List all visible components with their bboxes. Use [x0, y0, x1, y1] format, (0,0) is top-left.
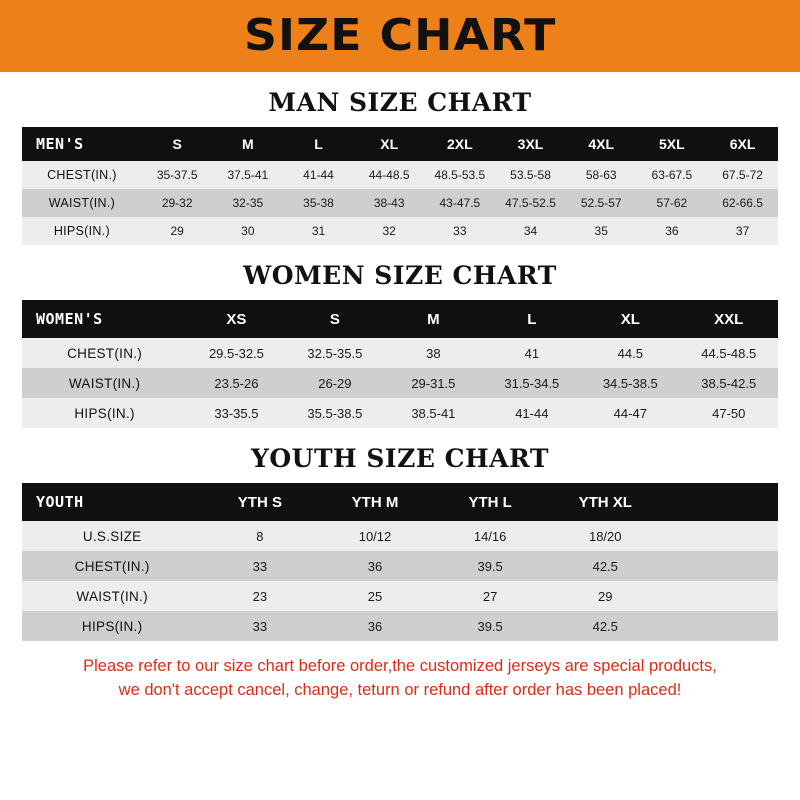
table-cell: 52.5-57 — [566, 189, 637, 217]
table-cell: 14/16 — [433, 521, 548, 551]
table-cell: 42.5 — [548, 611, 663, 641]
table-cell: 35.5-38.5 — [286, 398, 384, 428]
table-cell: 10/12 — [317, 521, 432, 551]
row-header: HIPS(IN.) — [22, 611, 202, 641]
table-cell: 31.5-34.5 — [483, 368, 581, 398]
section-women — [0, 261, 800, 428]
column-header: 6XL — [707, 127, 778, 161]
disclaimer-note — [0, 655, 800, 703]
table-cell: 29 — [548, 581, 663, 611]
table-cell-empty — [663, 551, 778, 581]
table-cell: 23 — [202, 581, 317, 611]
table-cell: 47.5-52.5 — [495, 189, 566, 217]
disclaimer-line-2: we don't accept cancel, change, teturn or refund after order has been placed! — [118, 680, 682, 699]
table-header-row — [22, 127, 778, 161]
table-row — [22, 217, 778, 245]
table-row — [22, 398, 778, 428]
table-cell: 44-47 — [581, 398, 679, 428]
column-header: YOUTH — [22, 483, 202, 521]
table-cell: 37.5-41 — [213, 161, 284, 189]
section-youth — [0, 444, 800, 641]
table-cell: 8 — [202, 521, 317, 551]
table-cell-empty — [663, 611, 778, 641]
header-banner — [0, 0, 800, 72]
table-row — [22, 581, 778, 611]
column-header: XL — [581, 300, 679, 338]
table-row — [22, 189, 778, 217]
column-header: L — [483, 300, 581, 338]
table-cell: 39.5 — [433, 611, 548, 641]
row-header: HIPS(IN.) — [22, 217, 142, 245]
table-cell: 33 — [202, 551, 317, 581]
table-row — [22, 551, 778, 581]
table-row — [22, 338, 778, 368]
table-cell: 44-48.5 — [354, 161, 425, 189]
column-header: 2XL — [425, 127, 496, 161]
row-header: HIPS(IN.) — [22, 398, 187, 428]
table-cell: 57-62 — [637, 189, 708, 217]
column-header: M — [384, 300, 482, 338]
table-cell: 58-63 — [566, 161, 637, 189]
table-cell: 36 — [637, 217, 708, 245]
disclaimer-line-1: Please refer to our size chart before order,the customized jerseys are special products, — [83, 657, 717, 675]
table-cell: 34.5-38.5 — [581, 368, 679, 398]
table-cell: 26-29 — [286, 368, 384, 398]
table-cell: 67.5-72 — [707, 161, 778, 189]
column-header: S — [286, 300, 384, 338]
row-header: U.S.SIZE — [22, 521, 202, 551]
table-header-row — [22, 483, 778, 521]
table-cell: 29-32 — [142, 189, 213, 217]
table-cell: 27 — [433, 581, 548, 611]
table-row — [22, 611, 778, 641]
table-cell: 31 — [283, 217, 354, 245]
table-cell-empty — [663, 521, 778, 551]
section-title-man: MAN SIZE CHART — [268, 88, 532, 117]
page-title: SIZE CHART — [243, 10, 557, 61]
column-header: XXL — [680, 300, 778, 338]
table-cell: 53.5-58 — [495, 161, 566, 189]
table-cell: 38.5-42.5 — [680, 368, 778, 398]
table-cell: 42.5 — [548, 551, 663, 581]
row-header: WAIST(IN.) — [22, 581, 202, 611]
table-cell: 25 — [317, 581, 432, 611]
column-header: WOMEN'S — [22, 300, 187, 338]
table-cell: 48.5-53.5 — [425, 161, 496, 189]
table-cell: 36 — [317, 551, 432, 581]
table-cell: 18/20 — [548, 521, 663, 551]
table-cell: 37 — [707, 217, 778, 245]
table-row — [22, 368, 778, 398]
table-cell: 33 — [202, 611, 317, 641]
column-header-empty — [663, 483, 778, 521]
table-cell: 44.5-48.5 — [680, 338, 778, 368]
column-header: 5XL — [637, 127, 708, 161]
table-cell: 32-35 — [213, 189, 284, 217]
column-header: 4XL — [566, 127, 637, 161]
column-header: YTH L — [433, 483, 548, 521]
column-header: M — [213, 127, 284, 161]
row-header: WAIST(IN.) — [22, 189, 142, 217]
column-header: YTH XL — [548, 483, 663, 521]
table-women-size-chart — [22, 300, 778, 428]
table-cell: 41-44 — [483, 398, 581, 428]
table-cell: 30 — [213, 217, 284, 245]
table-cell: 35 — [566, 217, 637, 245]
column-header: YTH S — [202, 483, 317, 521]
row-header: CHEST(IN.) — [22, 551, 202, 581]
table-cell: 35-38 — [283, 189, 354, 217]
column-header: 3XL — [495, 127, 566, 161]
table-cell: 32.5-35.5 — [286, 338, 384, 368]
table-cell: 33 — [425, 217, 496, 245]
table-cell: 29.5-32.5 — [187, 338, 285, 368]
table-cell: 43-47.5 — [425, 189, 496, 217]
section-title-women: WOMEN SIZE CHART — [243, 261, 557, 290]
table-row — [22, 161, 778, 189]
table-cell: 35-37.5 — [142, 161, 213, 189]
column-header: MEN'S — [22, 127, 142, 161]
table-cell: 44.5 — [581, 338, 679, 368]
table-cell: 23.5-26 — [187, 368, 285, 398]
table-cell: 38 — [384, 338, 482, 368]
table-cell: 32 — [354, 217, 425, 245]
row-header: WAIST(IN.) — [22, 368, 187, 398]
table-cell: 63-67.5 — [637, 161, 708, 189]
column-header: S — [142, 127, 213, 161]
table-cell: 41-44 — [283, 161, 354, 189]
column-header: YTH M — [317, 483, 432, 521]
row-header: CHEST(IN.) — [22, 338, 187, 368]
table-man-size-chart — [22, 127, 778, 245]
table-cell: 36 — [317, 611, 432, 641]
table-youth-size-chart — [22, 483, 778, 641]
column-header: XL — [354, 127, 425, 161]
table-row — [22, 521, 778, 551]
table-cell: 29-31.5 — [384, 368, 482, 398]
table-cell-empty — [663, 581, 778, 611]
table-header-row — [22, 300, 778, 338]
table-cell: 38.5-41 — [384, 398, 482, 428]
table-cell: 38-43 — [354, 189, 425, 217]
table-cell: 41 — [483, 338, 581, 368]
table-cell: 33-35.5 — [187, 398, 285, 428]
table-cell: 62-66.5 — [707, 189, 778, 217]
section-title-youth: YOUTH SIZE CHART — [251, 444, 549, 473]
row-header: CHEST(IN.) — [22, 161, 142, 189]
table-cell: 39.5 — [433, 551, 548, 581]
table-cell: 34 — [495, 217, 566, 245]
column-header: XS — [187, 300, 285, 338]
column-header: L — [283, 127, 354, 161]
table-cell: 47-50 — [680, 398, 778, 428]
section-man — [0, 88, 800, 245]
table-cell: 29 — [142, 217, 213, 245]
